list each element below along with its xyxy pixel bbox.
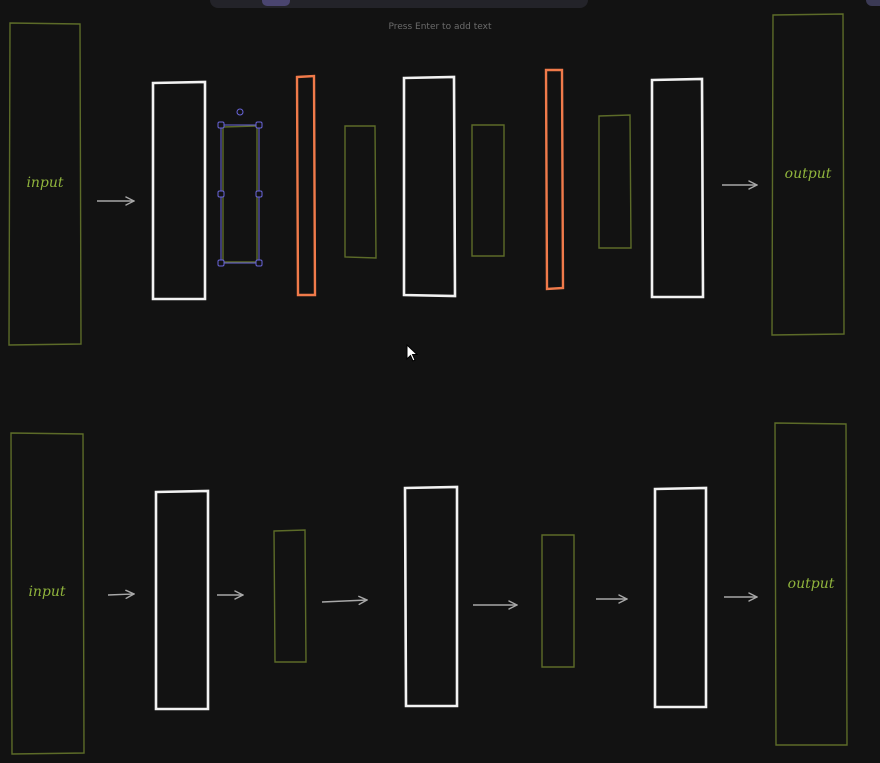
white-layer-block[interactable] <box>652 79 703 297</box>
mouse-cursor-icon <box>406 344 420 364</box>
resize-handle[interactable] <box>218 191 224 197</box>
orange-layer-block[interactable] <box>297 76 315 295</box>
green-layer-block[interactable] <box>542 535 574 667</box>
arrow[interactable] <box>322 600 367 602</box>
green-layer-block[interactable] <box>472 125 504 256</box>
resize-handle[interactable] <box>256 122 262 128</box>
selection-box[interactable] <box>218 109 262 266</box>
resize-handle[interactable] <box>256 260 262 266</box>
arrow[interactable] <box>108 594 134 595</box>
white-layer-block[interactable] <box>404 77 455 296</box>
green-layer-block[interactable] <box>345 126 376 258</box>
output-label: output <box>784 166 832 182</box>
white-layer-block[interactable] <box>655 488 706 707</box>
white-layer-block[interactable] <box>156 491 208 709</box>
green-layer-block[interactable] <box>223 126 257 262</box>
green-layer-block[interactable] <box>599 115 631 248</box>
input-label: input <box>26 175 64 191</box>
editing-hint: Press Enter to add text <box>388 22 492 32</box>
orange-layer-block[interactable] <box>546 70 563 289</box>
output-label: output <box>787 576 835 592</box>
resize-handle[interactable] <box>218 122 224 128</box>
rotate-handle[interactable] <box>237 109 243 115</box>
resize-handle[interactable] <box>256 191 262 197</box>
white-layer-block[interactable] <box>153 82 205 299</box>
green-layer-block[interactable] <box>274 530 306 662</box>
input-label: input <box>28 584 66 600</box>
resize-handle[interactable] <box>218 260 224 266</box>
white-layer-block[interactable] <box>405 487 457 706</box>
